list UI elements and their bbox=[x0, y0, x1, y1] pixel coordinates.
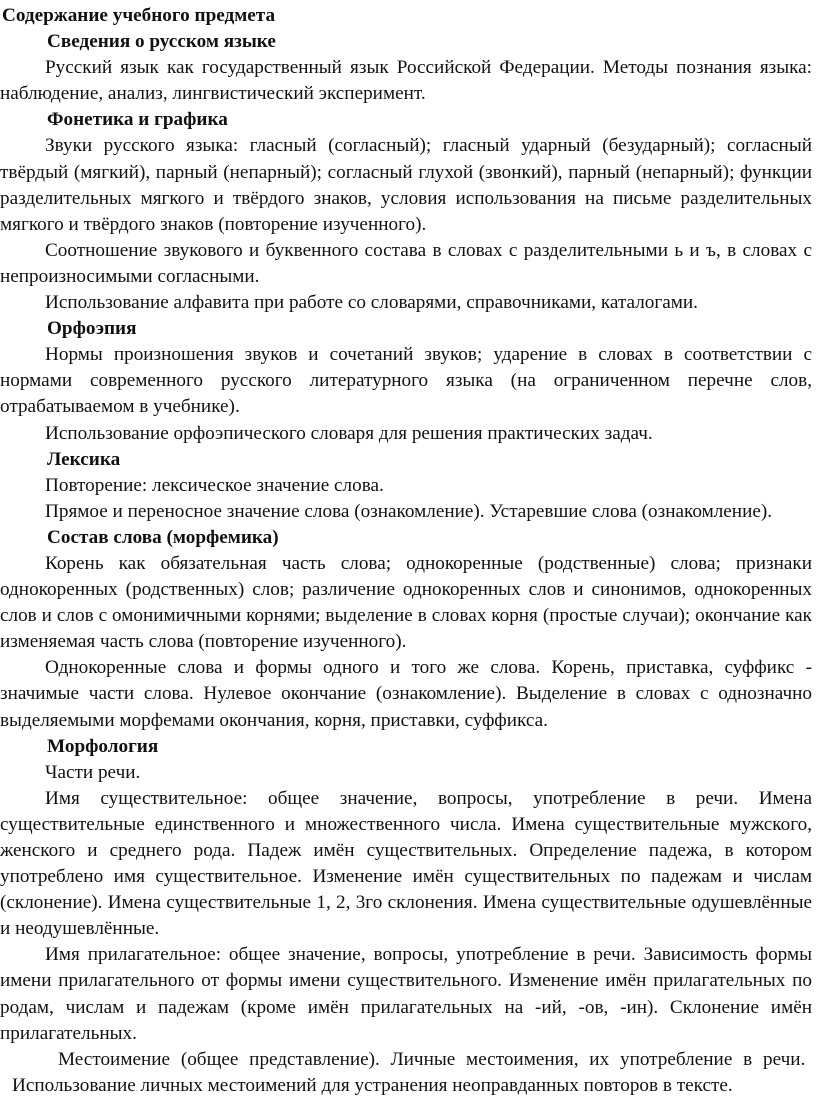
paragraph: Корень как обязательная часть слова; однокоренные (родственные) слова; признаки однокоренных (родственных) слов; различение однокоренных слов и синонимов, однокоренных слов и слов с омонимичными корнями; выделение в словах корня (простые случаи); окончание как изменяемая часть слова (повторение изученного). bbox=[0, 552, 812, 653]
paragraph: Соотношение звукового и буквенного состава в словах с разделительными ь и ъ, в словах с непроизносимыми согласными. bbox=[0, 239, 812, 287]
paragraph: Использование орфоэпического словаря для решения практических задач. bbox=[45, 422, 653, 444]
paragraph: Имя прилагательное: общее значение, вопросы, употребление в речи. Зависимость формы имени прилагательного от формы имени существительного. Изменение имён прилагательных по родам, числам и падежам (кроме имён прилагательных на -ий, -ов, -ин). Склонение имён прилагательных. bbox=[0, 944, 812, 1044]
paragraph: Русский язык как государственный язык Российской Федерации. Методы познания языка: наблюдение, анализ, лингвистический эксперимент. bbox=[0, 57, 812, 105]
pronoun-line-2: Использование личных местоимений для устранения неоправданных повторов в тексте. bbox=[12, 1074, 733, 1096]
heading-orthoepy: Орфоэпия bbox=[47, 318, 137, 340]
heading-about-language: Сведения о русском языке bbox=[47, 31, 276, 53]
paragraph: Нормы произношения звуков и сочетаний звуков; ударение в словах в соответствии с нормами современного русского литературного языка (на ограниченном перечне слов, отрабатываемом в учебнике). bbox=[0, 344, 812, 418]
heading-morphology: Морфология bbox=[47, 735, 159, 757]
paragraph: Использование алфавита при работе со словарями, справочниками, каталогами. bbox=[45, 292, 698, 314]
paragraph: Однокоренные слова и формы одного и того же слова. Корень, приставка, суффикс - значимые части слова. Нулевое окончание (ознакомление). Выделение в словах с однозначно выделяемыми морфемами окончания, корня, приставки, суффикса. bbox=[0, 657, 812, 731]
paragraph: Прямое и переносное значение слова (ознакомление). Устаревшие слова (ознакомление). bbox=[45, 500, 773, 522]
pronoun-line-1: Местоимение (общее представление). Личные местоимения, их употребление в речи. bbox=[58, 1048, 806, 1070]
paragraph: Имя существительное: общее значение, вопросы, употребление в речи. Имена существительные единственного и множественного числа. Имена существительные мужского, женского и среднего рода. Падеж имён существительных. Определение падежа, в котором употреблено имя существительное. Изменение имён существительных по падежам и числам (склонение). Имена существительные 1, 2, 3го склонения. Имена существительные одушевлённые и неодушевлённые. bbox=[0, 787, 812, 940]
paragraph: Повторение: лексическое значение слова. bbox=[45, 474, 384, 496]
heading-morphemics: Состав слова (морфемика) bbox=[47, 526, 279, 548]
heading-lexicon: Лексика bbox=[47, 448, 121, 470]
paragraph: Звуки русского языка: гласный (согласный); гласный ударный (безударный); согласный твёрдый (мягкий), парный (непарный); согласный глухой (звонкий), парный (непарный); функции разделительных мягкого и твёрдого знаков, условия использования на письме разделительных мягкого и твёрдого знаков (повторение изученного). bbox=[0, 135, 812, 235]
heading-phonetics: Фонетика и графика bbox=[47, 109, 228, 131]
paragraph-pronoun bbox=[0, 1047, 812, 1099]
paragraph: Части речи. bbox=[45, 761, 141, 783]
document-title: Содержание учебного предмета bbox=[2, 5, 276, 26]
